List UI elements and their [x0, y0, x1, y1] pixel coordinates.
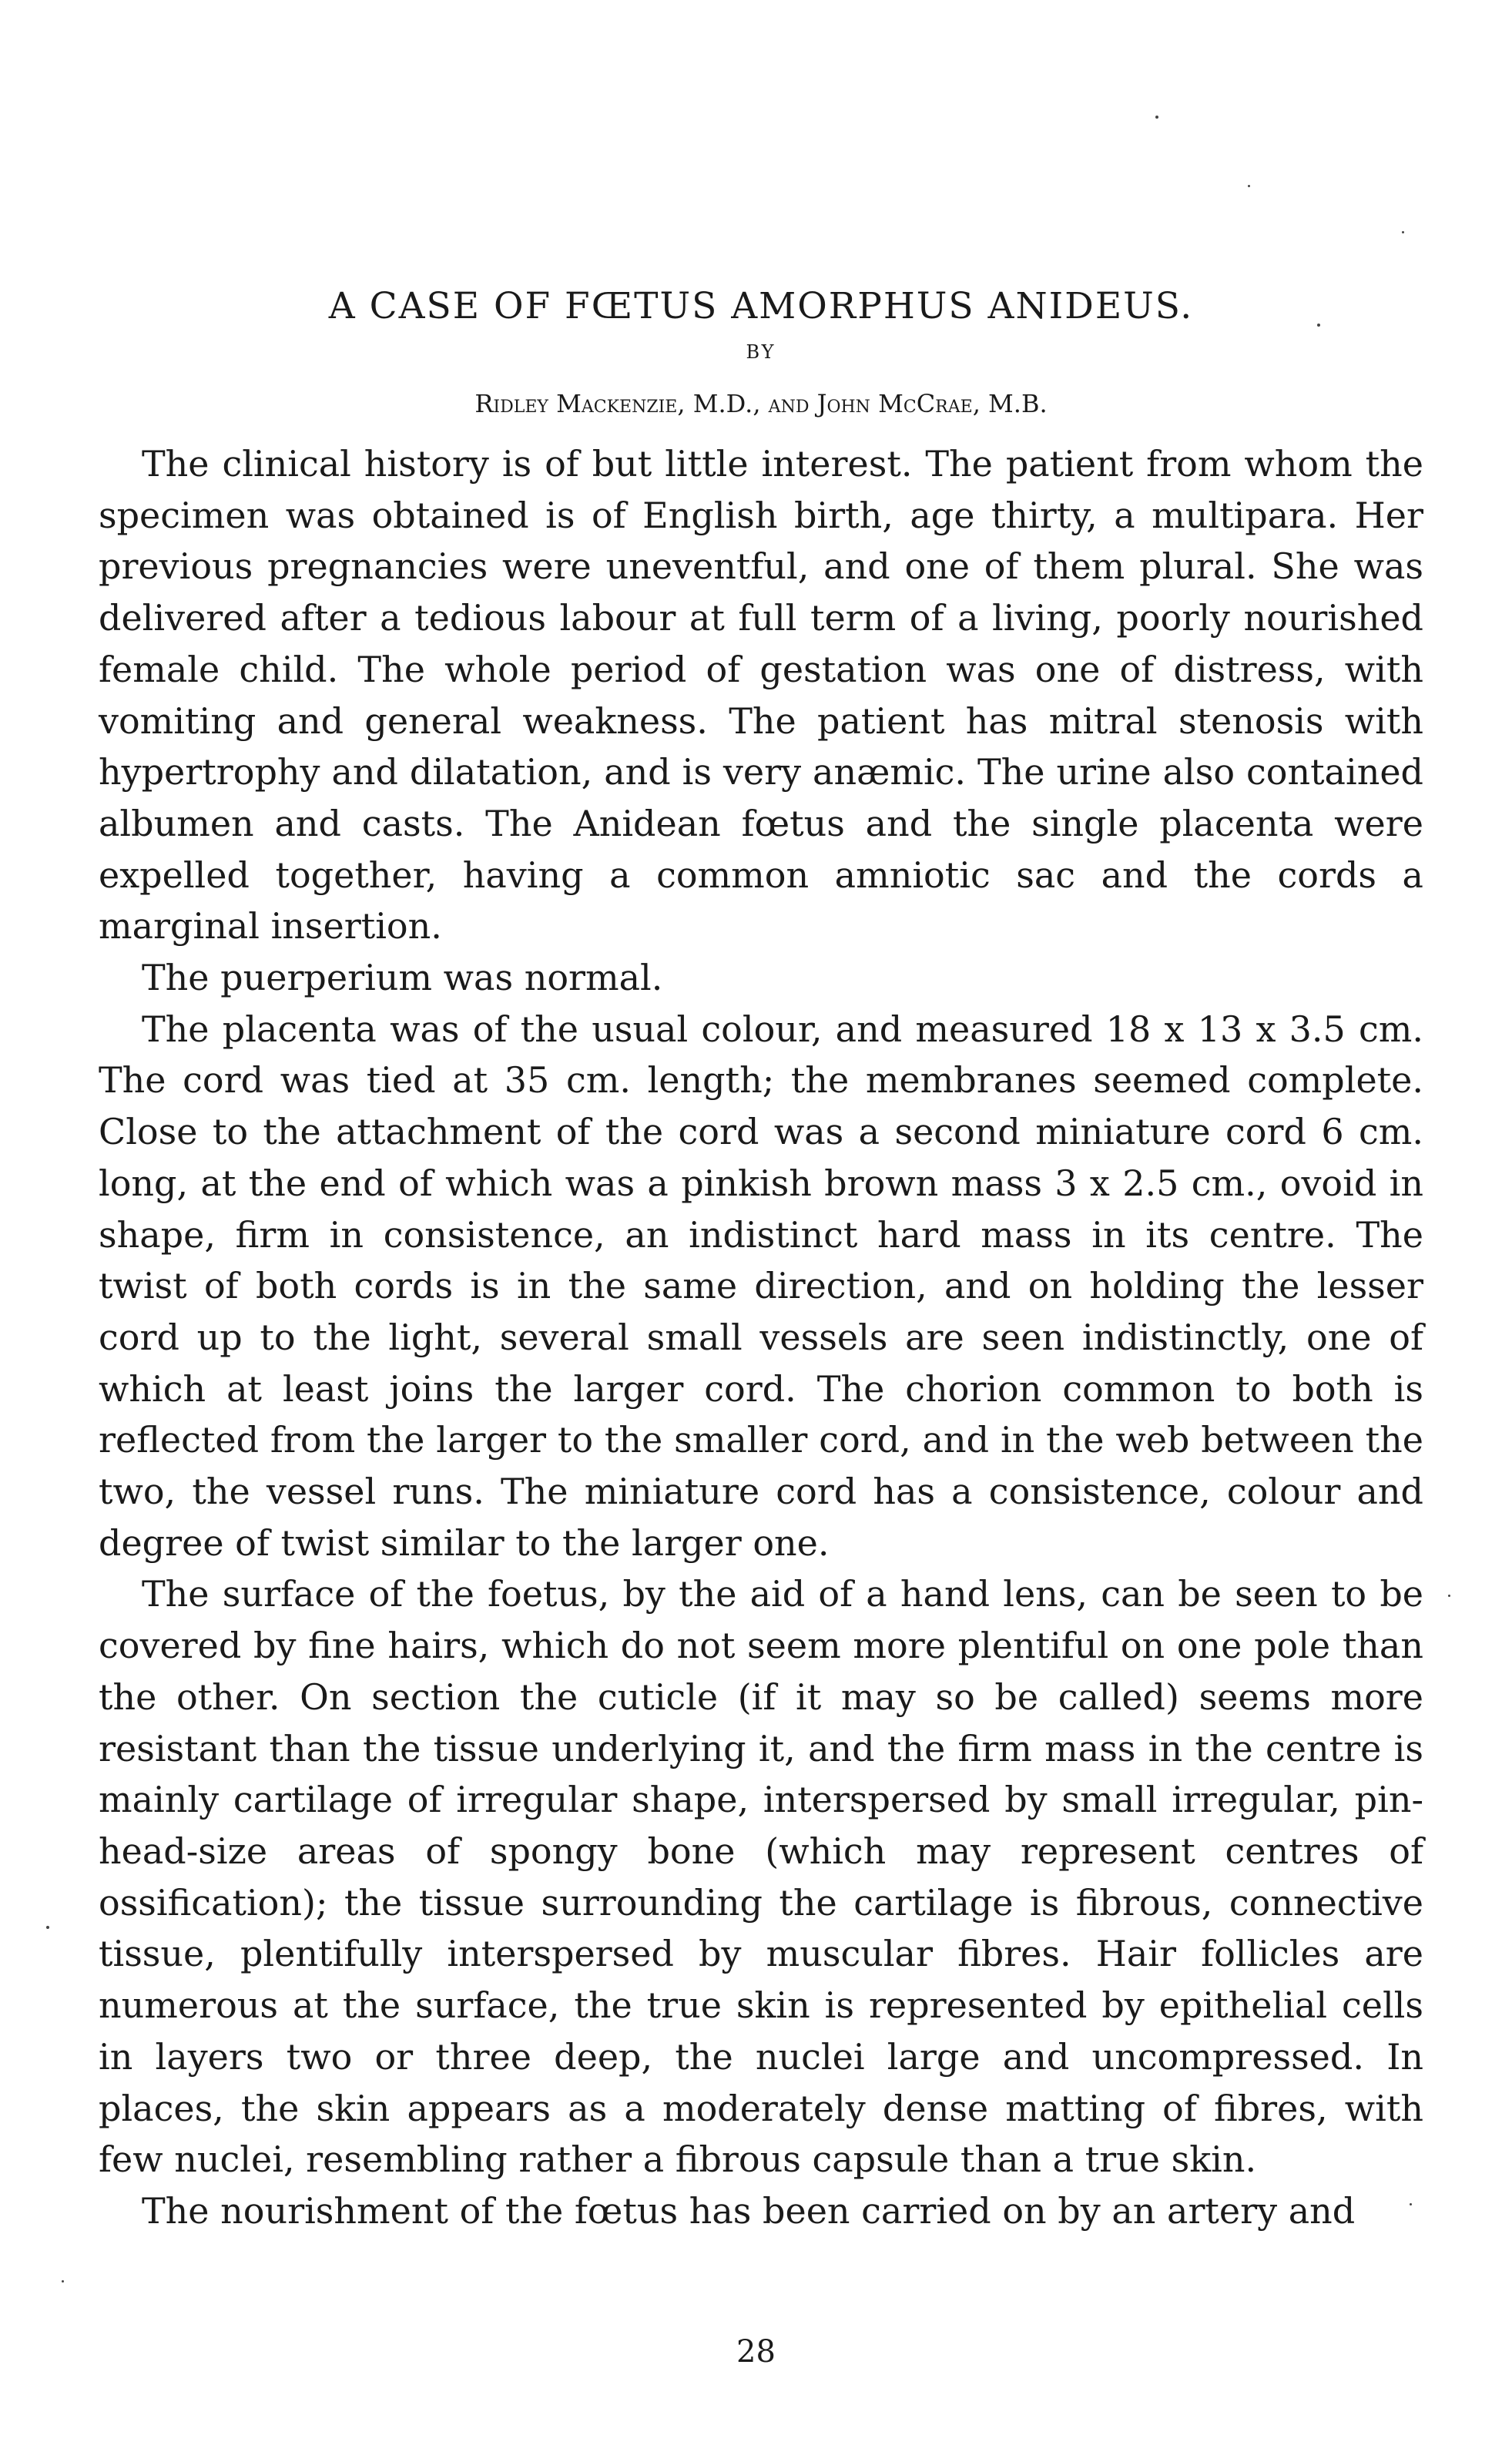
- scan-speck: [46, 1926, 49, 1929]
- article-title: A CASE OF FŒTUS AMORPHUS ANIDEUS.: [328, 285, 1194, 327]
- scan-speck: [1448, 1595, 1450, 1597]
- scan-speck: [1402, 231, 1404, 233]
- scan-speck: [1248, 185, 1250, 187]
- scan-speck: [1317, 324, 1320, 327]
- paragraph-puerperium: The puerperium was normal.: [142, 957, 663, 999]
- scan-speck: [1155, 116, 1158, 119]
- byline: BY: [746, 341, 776, 363]
- page-number: 28: [736, 2334, 776, 2370]
- article-body: [99, 438, 1423, 2237]
- paragraph-nourishment: The nourishment of the fœtus has been carried on by an artery and: [142, 2189, 1356, 2232]
- paragraph-clinical-history: The clinical history is of but little interest. The patient from whom the specimen was obtained is of English birth, age thirty, a multipara. Her previous pregnancies were uneventful, and one of them plural. She was delivered after a tedious labour at full term of a living, poorly nourished female child. The whole period of gestation was one of distress, with vomiting and general weakness. The patient has mitral stenosis with hypertrophy and dilatation, and is very anæmic. The urine also contained albumen and casts. The Anidean fœtus and the single placenta were expelled together, having a common amniotic sac and the cords a marginal insertion.: [99, 443, 1423, 948]
- article: [99, 285, 1423, 2237]
- scan-speck: [62, 2280, 64, 2283]
- paragraph-surface: The surface of the foetus, by the aid of a hand lens, can be seen to be covered by fine hairs, which do not seem more plentiful on one pole than the other. On section the cuticle (if it may so be called) seems more resistant than the tissue underlying it, and the firm mass in the centre is mainly cartilage of irregular shape, interspersed by small irregular, pin-head-size areas of spongy bone (which may represent centres of ossification); the tissue surrounding the cartilage is fibrous, connective tissue, plentifully interspersed by muscular fibres. Hair follicles are numerous at the surface, the true skin is represented by epithelial cells in layers two or three deep, the nuclei large and uncompressed. In places, the skin appears as a moderately dense matting of fibres, with few nuclei, resembling rather a fibrous capsule than a true skin.: [99, 1573, 1423, 2181]
- authors: Ridley Mackenzie, M.D., and John McCrae, M.B.: [474, 389, 1048, 418]
- scan-speck: [1410, 2203, 1412, 2205]
- paragraph-placenta: The placenta was of the usual colour, and measured 18 x 13 x 3.5 cm. The cord was tied at 35 cm. length; the membranes seemed complete. Close to the attachment of the cord was a second miniature cord 6 cm. long, at the end of which was a pinkish brown mass 3 x 2.5 cm., ovoid in shape, firm in consistence, an indistinct hard mass in its centre. The twist of both cords is in the same direction, and on holding the lesser cord up to the light, several small vessels are seen indistinctly, one of which at least joins the larger cord. The chorion common to both is reflected from the larger to the smaller cord, and in the web between the two, the vessel runs. The miniature cord has a consistence, colour and degree of twist similar to the larger one.: [99, 1008, 1423, 1564]
